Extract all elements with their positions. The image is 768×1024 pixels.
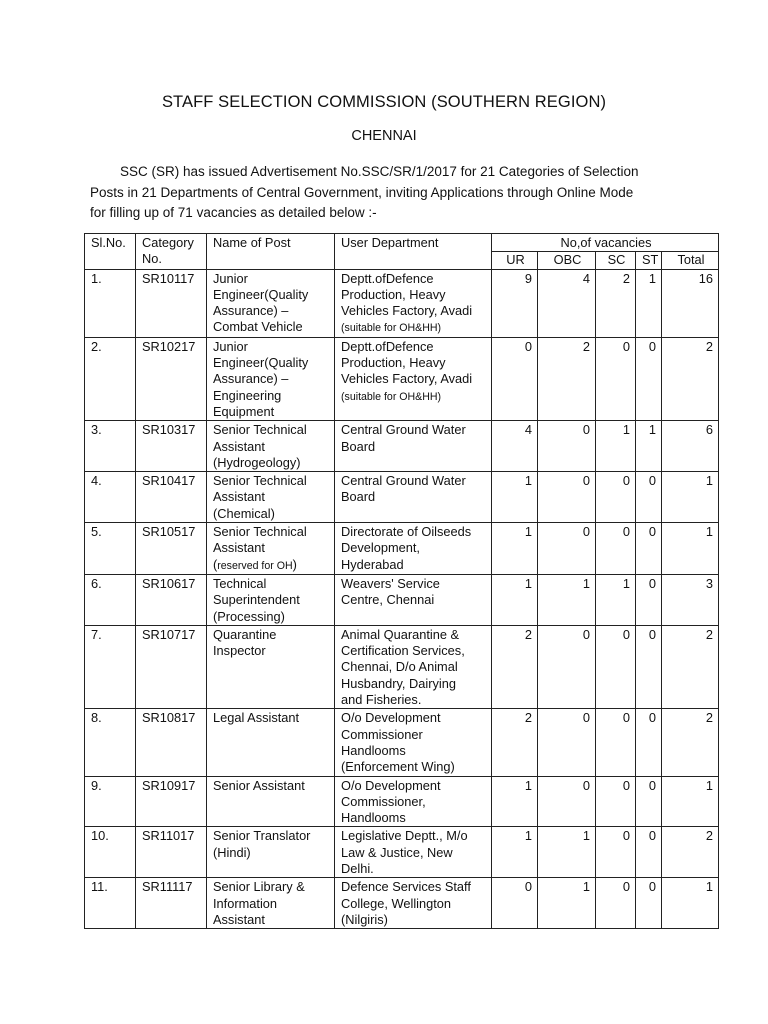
cell-obc: 0 [538,776,596,827]
department-line: Animal Quarantine & [341,626,460,642]
cell-slno: 10. [85,827,136,878]
department-line: Deptt.ofDefence [341,270,434,286]
department-line: (Enforcement Wing) [341,759,455,775]
intro-paragraph [90,162,710,224]
post-line: Assurance) – [213,303,289,319]
post-line: Assistant [213,438,265,454]
cell-sc: 2 [596,269,636,337]
post-line: Senior Translator [213,828,311,844]
cell-slno: 11. [85,878,136,929]
cell-slno: 7. [85,625,136,708]
cell-obc: 1 [538,574,596,625]
department-line: Commissioner, [341,793,426,809]
department-line: Certification Services, [341,643,465,659]
department-line: Delhi. [341,860,374,876]
cell-obc: 0 [538,421,596,472]
cell-obc: 2 [538,337,596,420]
post-line: Assurance) – [213,371,289,387]
table-row [85,574,719,625]
post-line: (Chemical) [213,505,275,521]
header-category-line1: Category [142,235,194,250]
cell-st: 0 [636,472,662,523]
table-row [85,827,719,878]
cell-st: 0 [636,776,662,827]
cell-sc: 0 [596,523,636,575]
cell-category: SR10417 [136,472,207,523]
department-line: College, Wellington [341,895,452,911]
post-line: Engineer(Quality [213,355,309,371]
department-line: Vehicles Factory, Avadi [341,303,473,319]
page-title: STAFF SELECTION COMMISSION (SOUTHERN REGION) [161,93,607,111]
cell-sc: 1 [596,421,636,472]
cell-total: 1 [662,523,719,575]
table-row [85,421,719,472]
cell-total: 1 [662,472,719,523]
cell-sc: 0 [596,776,636,827]
cell-department [335,776,492,827]
cell-category: SR10617 [136,574,207,625]
post-line: Engineer(Quality [213,286,309,302]
cell-sc: 0 [596,337,636,420]
header-category-line2: No. [142,251,162,267]
header-category [136,234,207,270]
department-line: Legislative Deptt., M/o [341,828,468,844]
cell-post [207,776,335,827]
department-line: Weavers' Service [341,575,440,591]
cell-slno: 8. [85,709,136,776]
cell-obc: 4 [538,269,596,337]
cell-st: 1 [636,269,662,337]
department-line: and Fisheries. [341,692,422,708]
cell-total: 1 [662,878,719,929]
cell-obc: 0 [538,709,596,776]
post-note-open: ( [213,556,218,572]
department-line: Production, Heavy [341,286,446,302]
post-note: reserved for OH [217,559,293,572]
cell-ur: 4 [492,421,538,472]
post-line: (Processing) [213,608,285,624]
department-line: Central Ground Water [341,422,466,438]
table-row [85,269,719,337]
cell-obc: 0 [538,523,596,575]
cell-department [335,574,492,625]
department-line: Production, Heavy [341,355,446,371]
post-line: Senior Library & [213,879,305,895]
header-obc: OBC [538,252,596,269]
department-line: O/o Development [341,777,441,793]
department-line: Board [341,489,376,505]
post-line: Legal Assistant [213,710,300,726]
cell-ur: 2 [492,709,538,776]
department-line: Chennai, D/o Animal [341,659,458,675]
cell-department [335,472,492,523]
cell-post [207,523,335,575]
department-line: Directorate of Oilseeds [341,524,472,540]
cell-slno: 6. [85,574,136,625]
post-line: Junior [213,270,248,286]
cell-st: 0 [636,574,662,625]
cell-post [207,709,335,776]
department-note: (suitable for OH&HH) [341,322,442,335]
cell-category: SR10517 [136,523,207,575]
header-st: ST [636,252,662,269]
intro-line-3: for filling up of 71 vacancies as detailed below :- [90,205,377,220]
cell-slno: 9. [85,776,136,827]
cell-obc: 0 [538,625,596,708]
cell-st: 0 [636,337,662,420]
page-subtitle: CHENNAI [351,128,417,144]
post-line: Assistant [213,489,265,505]
cell-category: SR10217 [136,337,207,420]
cell-post [207,269,335,337]
cell-sc: 0 [596,472,636,523]
department-line: (Nilgiris) [341,911,388,927]
cell-sc: 1 [596,574,636,625]
cell-ur: 0 [492,878,538,929]
cell-total: 16 [662,269,719,337]
department-note: (suitable for OH&HH) [341,390,442,403]
cell-sc: 0 [596,878,636,929]
post-line: Quarantine [213,626,277,642]
cell-post [207,878,335,929]
department-line: Centre, Chennai [341,592,435,608]
post-line: (Hydrogeology) [213,454,301,470]
cell-ur: 1 [492,776,538,827]
cell-obc: 1 [538,878,596,929]
cell-category: SR11117 [136,878,207,929]
department-line: Defence Services Staff [341,879,471,895]
department-line: Husbandry, Dairying [341,675,456,691]
header-department: User Department [335,234,492,270]
department-line: Handlooms [341,810,406,826]
cell-total: 2 [662,827,719,878]
department-line: Hyderabad [341,556,404,572]
header-post: Name of Post [207,234,335,270]
department-line: Board [341,438,376,454]
cell-st: 0 [636,625,662,708]
header-total: Total [662,252,719,269]
cell-ur: 1 [492,472,538,523]
cell-category: SR10817 [136,709,207,776]
header-slno: Sl.No. [85,234,136,270]
vacancy-table [84,233,719,929]
post-note-close: ) [292,556,297,572]
cell-ur: 2 [492,625,538,708]
post-line: Senior Technical [213,473,307,489]
cell-category: SR10717 [136,625,207,708]
cell-category: SR11017 [136,827,207,878]
table-row [85,709,719,776]
cell-ur: 0 [492,337,538,420]
header-ur: UR [492,252,538,269]
cell-ur: 9 [492,269,538,337]
table-body [85,269,719,929]
department-line: Vehicles Factory, Avadi [341,371,473,387]
cell-obc: 0 [538,472,596,523]
post-line: Assistant [213,911,265,927]
cell-ur: 1 [492,827,538,878]
post-line: Assistant [213,540,265,556]
cell-obc: 1 [538,827,596,878]
post-line: Information [213,895,278,911]
post-line: Senior Technical [213,422,307,438]
department-line: Commissioner [341,726,423,742]
cell-slno: 4. [85,472,136,523]
cell-department [335,337,492,420]
cell-total: 2 [662,709,719,776]
department-line: Deptt.ofDefence [341,338,434,354]
table-row [85,776,719,827]
post-line: Junior [213,338,248,354]
cell-department [335,878,492,929]
cell-st: 0 [636,878,662,929]
cell-post [207,625,335,708]
cell-department [335,709,492,776]
cell-ur: 1 [492,523,538,575]
table-row [85,337,719,420]
cell-total: 1 [662,776,719,827]
department-line: Central Ground Water [341,473,466,489]
cell-department [335,421,492,472]
header-vacancies: No,of vacancies [492,234,719,252]
table-row [85,472,719,523]
department-line: Law & Justice, New [341,844,453,860]
cell-st: 0 [636,523,662,575]
intro-line-1: SSC (SR) has issued Advertisement No.SSC/SR/1/2017 for 21 Categories of Selection [120,164,639,179]
department-line: Handlooms [341,742,406,758]
post-line: Technical [213,575,267,591]
table-row [85,523,719,575]
department-line: O/o Development [341,710,441,726]
cell-st: 0 [636,827,662,878]
post-line: Equipment [213,403,275,419]
post-line: Engineering [213,387,282,403]
cell-total: 3 [662,574,719,625]
cell-sc: 0 [596,709,636,776]
cell-post [207,472,335,523]
cell-department [335,827,492,878]
post-line: (Hindi) [213,844,251,860]
cell-st: 1 [636,421,662,472]
cell-department [335,625,492,708]
table-row [85,878,719,929]
table-row [85,625,719,708]
cell-ur: 1 [492,574,538,625]
cell-department [335,523,492,575]
cell-post [207,337,335,420]
cell-post [207,827,335,878]
cell-slno: 5. [85,523,136,575]
cell-sc: 0 [596,827,636,878]
cell-total: 6 [662,421,719,472]
cell-total: 2 [662,625,719,708]
cell-sc: 0 [596,625,636,708]
cell-slno: 1. [85,269,136,337]
cell-category: SR10917 [136,776,207,827]
cell-slno: 3. [85,421,136,472]
cell-slno: 2. [85,337,136,420]
cell-total: 2 [662,337,719,420]
post-line: Senior Assistant [213,777,305,793]
header-sc: SC [596,252,636,269]
post-line: Inspector [213,643,266,659]
intro-line-2: Posts in 21 Departments of Central Government, inviting Applications through Online Mode [90,184,634,200]
post-line: Senior Technical [213,524,307,540]
cell-department [335,269,492,337]
cell-post [207,421,335,472]
cell-st: 0 [636,709,662,776]
post-line: Superintendent [213,592,300,608]
department-line: Development, [341,540,420,556]
cell-post [207,574,335,625]
post-line: Combat Vehicle [213,319,303,335]
cell-category: SR10117 [136,269,207,337]
cell-category: SR10317 [136,421,207,472]
